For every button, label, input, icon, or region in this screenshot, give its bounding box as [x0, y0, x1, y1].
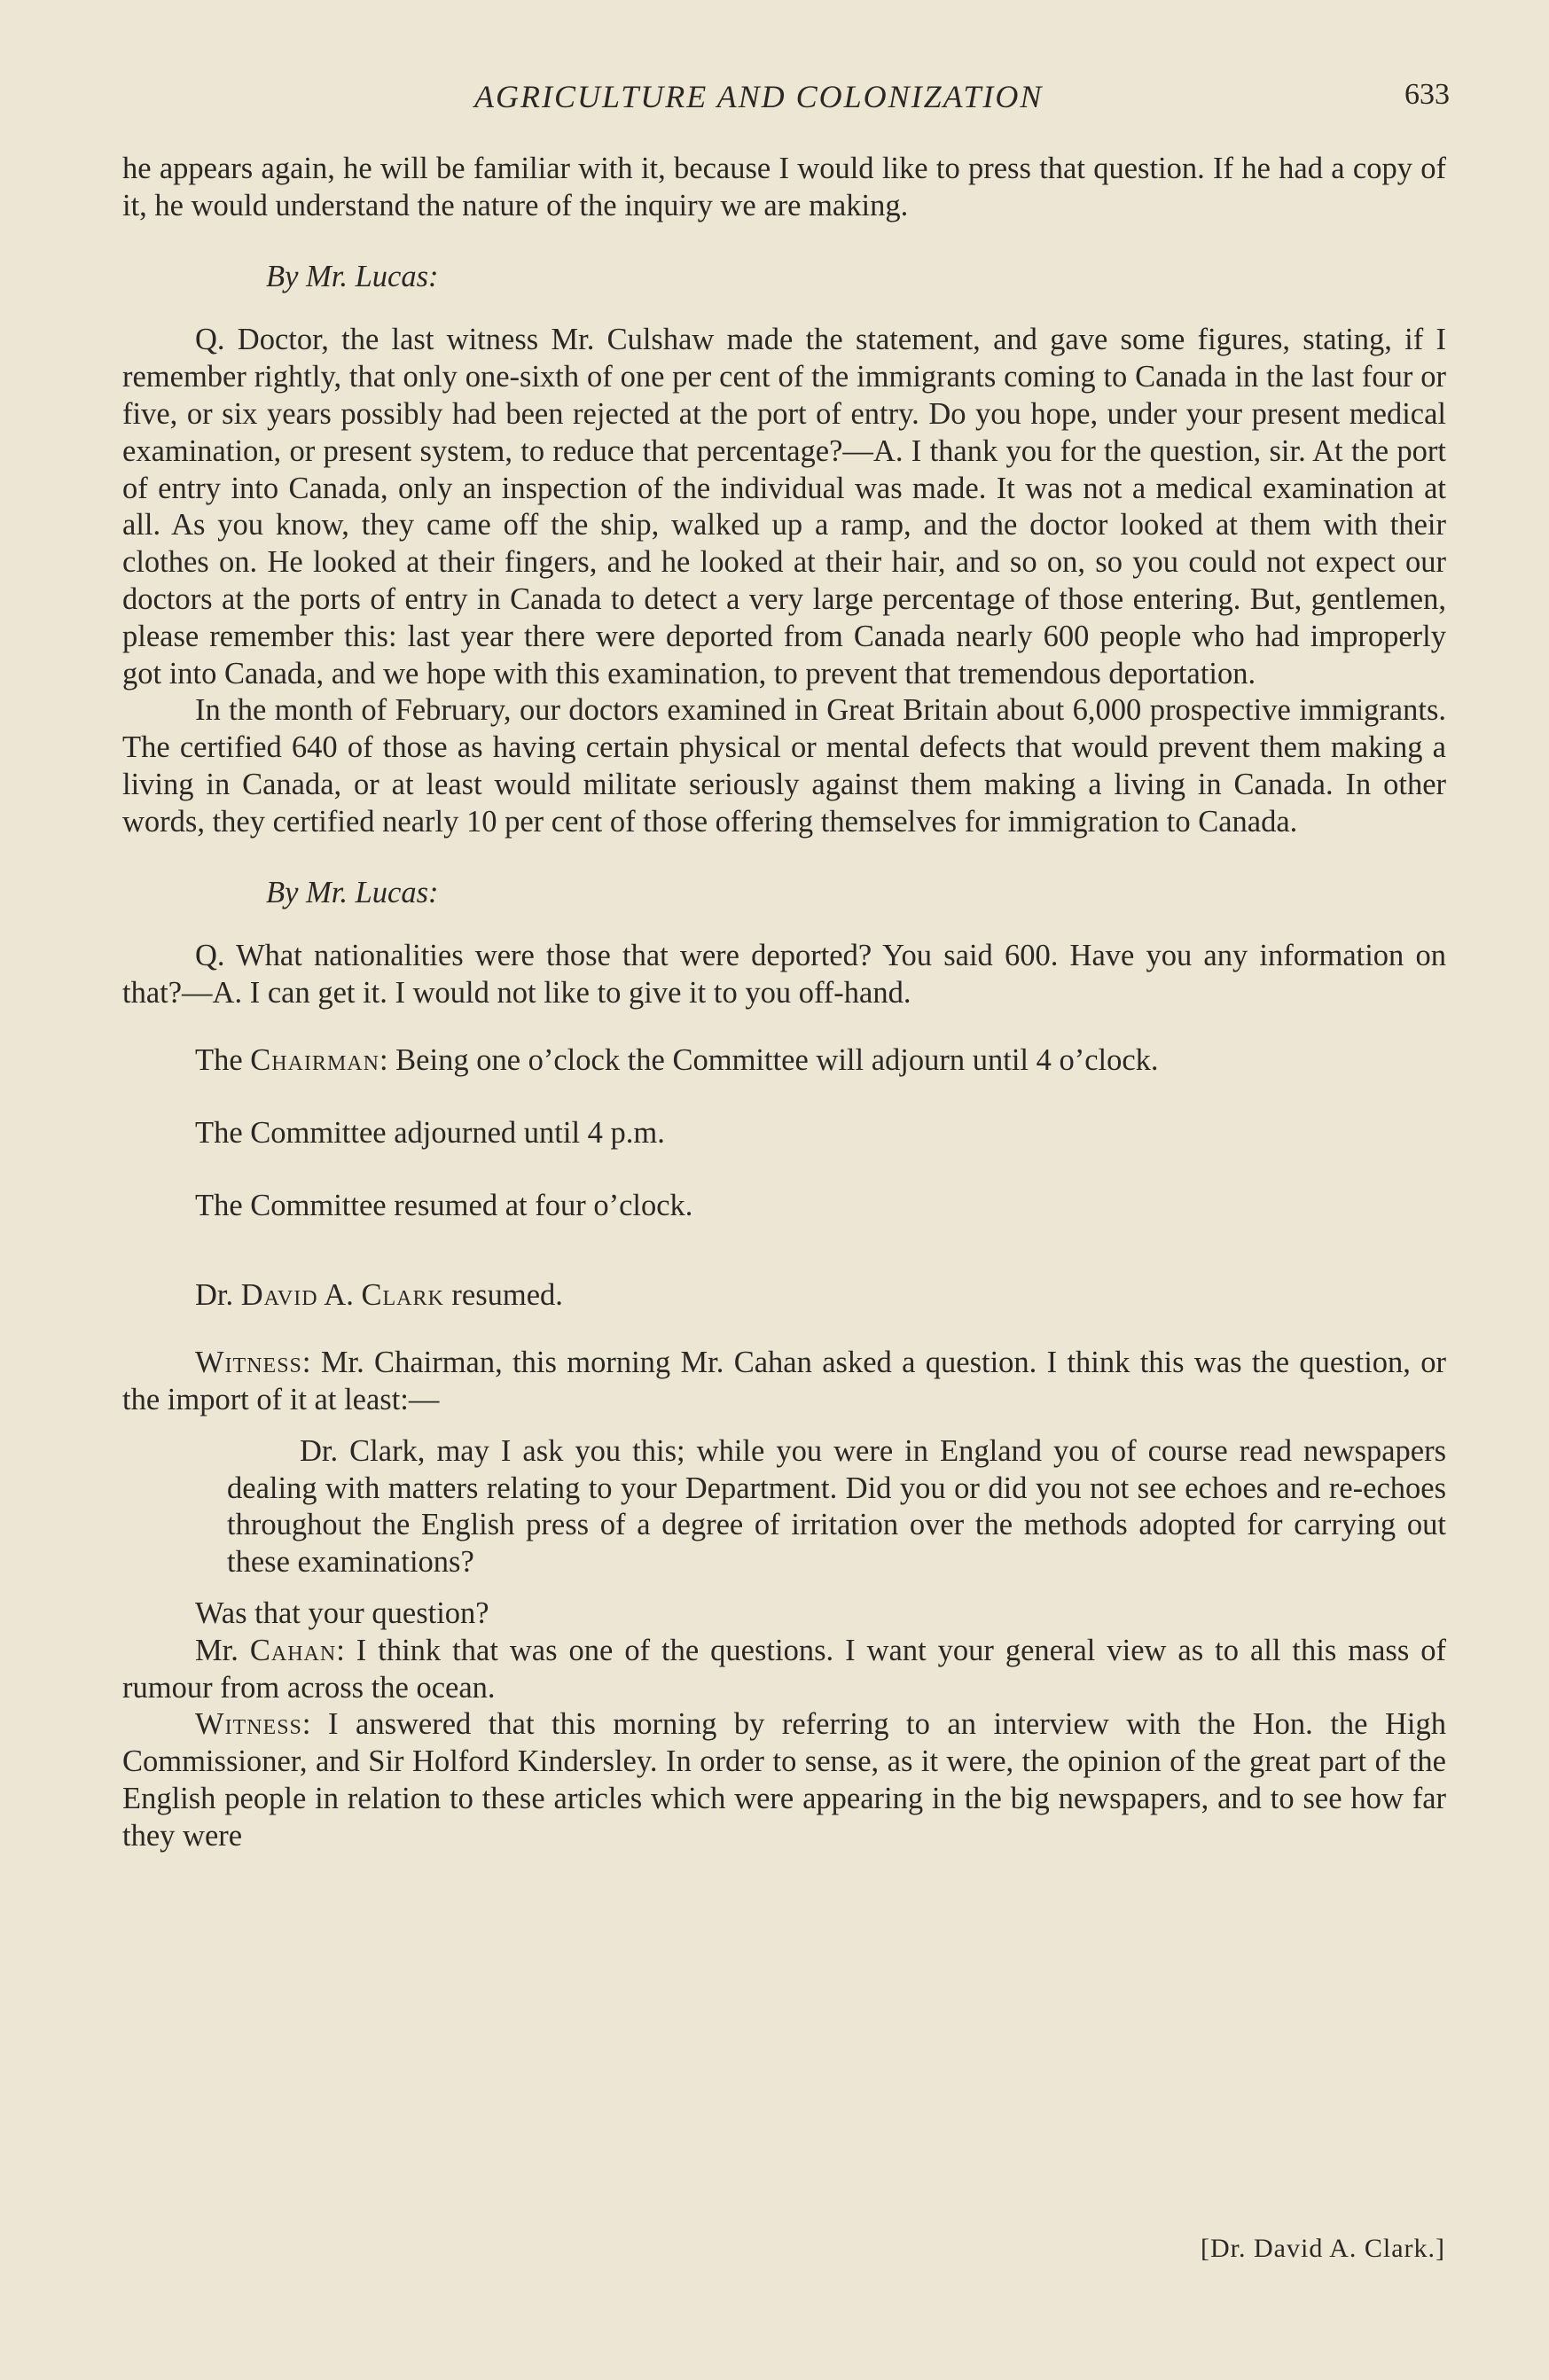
speaker-name: Witness — [195, 1346, 302, 1380]
speech-text: Dr. — [195, 1278, 241, 1313]
body-paragraph: Q. Doctor, the last witness Mr. Culshaw made the statement, and gave some figures, stating, if I remember rightly, that only one-sixth of one per cent of the immigrants coming to Canada in the last four or five, or six years possibly had been rejected at the port of entry. Do you hope, under your present medical examination, or present system, to reduce that percentage?—A. I thank you for the question, sir. At the port of entry into Canada, only an inspection of the individual was made. It was not a medical examination at all. As you know, they came off the ship, walked up a ramp, and the doctor looked at them with their clothes on. He looked at their fingers, and he looked at their hair, and so on, so you could not expect our doctors at the ports of entry in Canada to detect a very large percentage of those entering. But, gentlemen, please remember this: last year there were deported from Canada nearly 600 people who had improperly got into Canada, and we hope with this examination, to prevent that tremendous deportation. — [122, 323, 1446, 691]
body-paragraph: In the month of February, our doctors examined in Great Britain about 6,000 prospective immigrants. The certified 640 of those as having certain physical or mental defects that would prevent them making a living in Canada, or at least would militate seriously against them making a living in Canada. In other words, they certified nearly 10 per cent of those offering themselves for immigration to Canada. — [122, 693, 1446, 839]
body-paragraph: The Committee adjourned until 4 p.m. — [195, 1115, 665, 1150]
running-title: AGRICULTURE AND COLONIZATION — [474, 79, 1044, 114]
body-paragraph: The Committee resumed at four o’clock. — [195, 1188, 693, 1222]
speech-paragraph — [122, 1345, 1446, 1419]
speech-text: : I think that was one of the questions. I want your general view as to all this mass of rumour from across the ocean. — [122, 1633, 1446, 1705]
speaker-name: David — [240, 1278, 318, 1313]
speech-text: Mr. — [195, 1633, 250, 1667]
examiner-byline: By Mr. Lucas: — [266, 259, 439, 293]
quoted-question: Dr. Clark, may I ask you this; while you were in England you of course read newspapers dealing with matters relating to your Department. Did you or did you not see echoes and re-echoes throughout the English press of a degree of irritation over the methods adopted for carrying out these examinations? — [227, 1433, 1446, 1580]
speech-text: : Being one o’clock the Committee will adjourn until 4 o’clock. — [379, 1042, 1159, 1077]
page-header — [120, 78, 1450, 122]
speech-text: : I answered that this morning by referring to an interview with the Hon. the High Commissioner, and Sir Holford Kindersley. In order to sense, as it were, the opinion of the great part of the English people in relation to these articles which were appearing in the big newspapers, and to see how far they were — [122, 1707, 1446, 1853]
document-body — [122, 151, 1446, 1854]
speech-text: The — [195, 1042, 251, 1077]
speech-text: A. — [317, 1278, 362, 1313]
speaker-name: Chairman — [250, 1042, 379, 1077]
page-number: 633 — [1404, 78, 1450, 111]
speaker-name: Witness — [195, 1707, 302, 1742]
body-paragraph: he appears again, he will be familiar with it, because I would like to press that question. If he had a copy of it, he would understand the nature of the inquiry we are making. — [122, 152, 1446, 222]
body-paragraph: Q. What nationalities were those that were deported? You said 600. Have you any information on that?—A. I can get it. I would not like to give it to you off-hand. — [122, 939, 1446, 1011]
witness-tag: [Dr. David A. Clark.] — [1201, 2234, 1445, 2263]
speech-paragraph — [122, 1042, 1446, 1080]
body-paragraph: Was that your question? — [195, 1596, 489, 1630]
speech-paragraph — [122, 1633, 1446, 1707]
examiner-byline: By Mr. Lucas: — [266, 875, 439, 909]
speech-text: resumed. — [443, 1278, 563, 1313]
speaker-name: Clark — [361, 1278, 444, 1313]
speech-paragraph — [122, 1706, 1446, 1854]
speech-paragraph — [122, 1277, 1446, 1315]
speaker-name: Cahan — [249, 1633, 337, 1667]
speech-text: : Mr. Chairman, this morning Mr. Cahan asked a question. I think this was the question, or the import of it at least:— — [122, 1346, 1446, 1416]
